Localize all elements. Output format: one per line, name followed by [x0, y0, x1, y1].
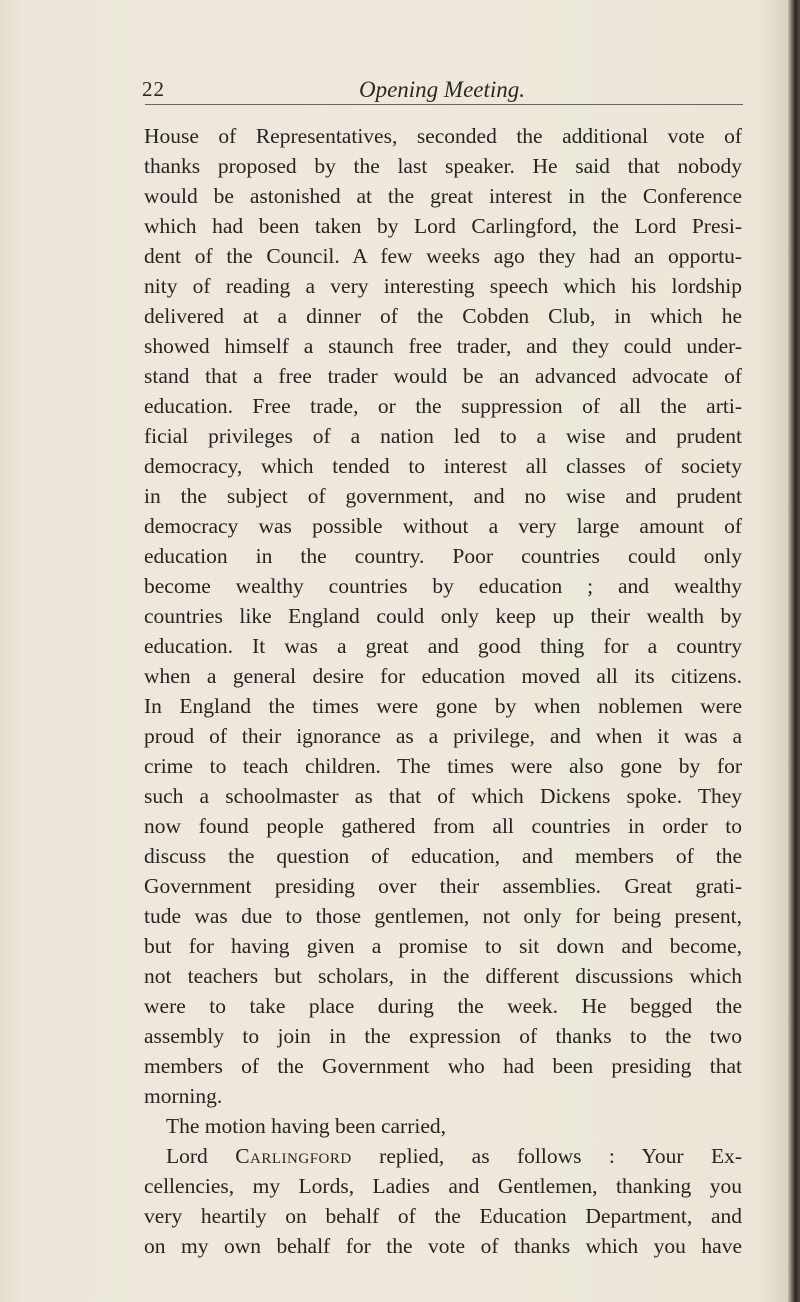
text-line: proud of their ignorance as a privilege, and when it was a — [144, 724, 742, 748]
text-line: nity of reading a very interesting speech which his lordship — [144, 274, 742, 298]
text-line: such a schoolmaster as that of which Dickens spoke. They — [144, 784, 742, 808]
running-head — [142, 77, 742, 105]
text-line: stand that a free trader would be an advanced advocate of — [144, 364, 742, 388]
text-line: when a general desire for education moved all its citizens. — [144, 664, 742, 688]
text-line: were to take place during the week. He begged the — [144, 994, 742, 1018]
text-line: but for having given a promise to sit down and become, — [144, 934, 742, 958]
text-line: in the subject of government, and no wise and prudent — [144, 484, 742, 508]
text-line: discuss the question of education, and members of the — [144, 844, 742, 868]
text-line: crime to teach children. The times were also gone by for — [144, 754, 742, 778]
text-line: become wealthy countries by education ; and wealthy — [144, 574, 742, 598]
text-line: thanks proposed by the last speaker. He said that nobody — [144, 154, 742, 178]
text-line: morning. — [144, 1084, 223, 1108]
reply-suffix: replied, as follows : Your Ex- — [351, 1144, 742, 1168]
text-line: which had been taken by Lord Carlingford, the Lord Presi- — [144, 214, 742, 238]
text-line: dent of the Council. A few weeks ago they had an opportu- — [144, 244, 742, 268]
text-line: House of Representatives, seconded the additional vote of — [144, 124, 742, 148]
text-line: on my own behalf for the vote of thanks which you have — [144, 1234, 742, 1258]
text-line: very heartily on behalf of the Education Department, and — [144, 1204, 742, 1228]
text-line: now found people gathered from all countries in order to — [144, 814, 742, 838]
text-line: Government presiding over their assemblies. Great grati- — [144, 874, 742, 898]
text-line: countries like England could only keep up their wealth by — [144, 604, 742, 628]
body-text — [144, 121, 742, 1261]
text-line: members of the Government who had been presiding that — [144, 1054, 742, 1078]
text-line: education. Free trade, or the suppression of all the arti- — [144, 394, 742, 418]
text-line: would be astonished at the great interest in the Conference — [144, 184, 742, 208]
page-number: 22 — [142, 77, 165, 101]
page-edge-shadow — [788, 0, 800, 1302]
text-line: In England the times were gone by when noblemen were — [144, 694, 742, 718]
text-line: cellencies, my Lords, Ladies and Gentlemen, thanking you — [144, 1174, 742, 1198]
text-line: delivered at a dinner of the Cobden Club, in which he — [144, 304, 742, 328]
speaker-name: Carlingford — [235, 1144, 352, 1168]
text-line: not teachers but scholars, in the different discussions which — [144, 964, 742, 988]
text-line: showed himself a staunch free trader, and they could under- — [144, 334, 742, 358]
reply-line — [144, 1141, 742, 1171]
text-line: democracy, which tended to interest all classes of society — [144, 454, 742, 478]
reply-prefix: Lord — [166, 1144, 236, 1168]
text-line: education in the country. Poor countries could only — [144, 544, 742, 568]
motion-line: The motion having been carried, — [166, 1114, 446, 1138]
text-line: tude was due to those gentlemen, not only for being present, — [144, 904, 742, 928]
text-line: democracy was possible without a very large amount of — [144, 514, 742, 538]
text-line: ficial privileges of a nation led to a wise and prudent — [144, 424, 742, 448]
running-title: Opening Meeting. — [358, 77, 526, 102]
header-rule — [145, 104, 743, 105]
text-line: assembly to join in the expression of thanks to the two — [144, 1024, 742, 1048]
text-line: education. It was a great and good thing for a country — [144, 634, 742, 658]
